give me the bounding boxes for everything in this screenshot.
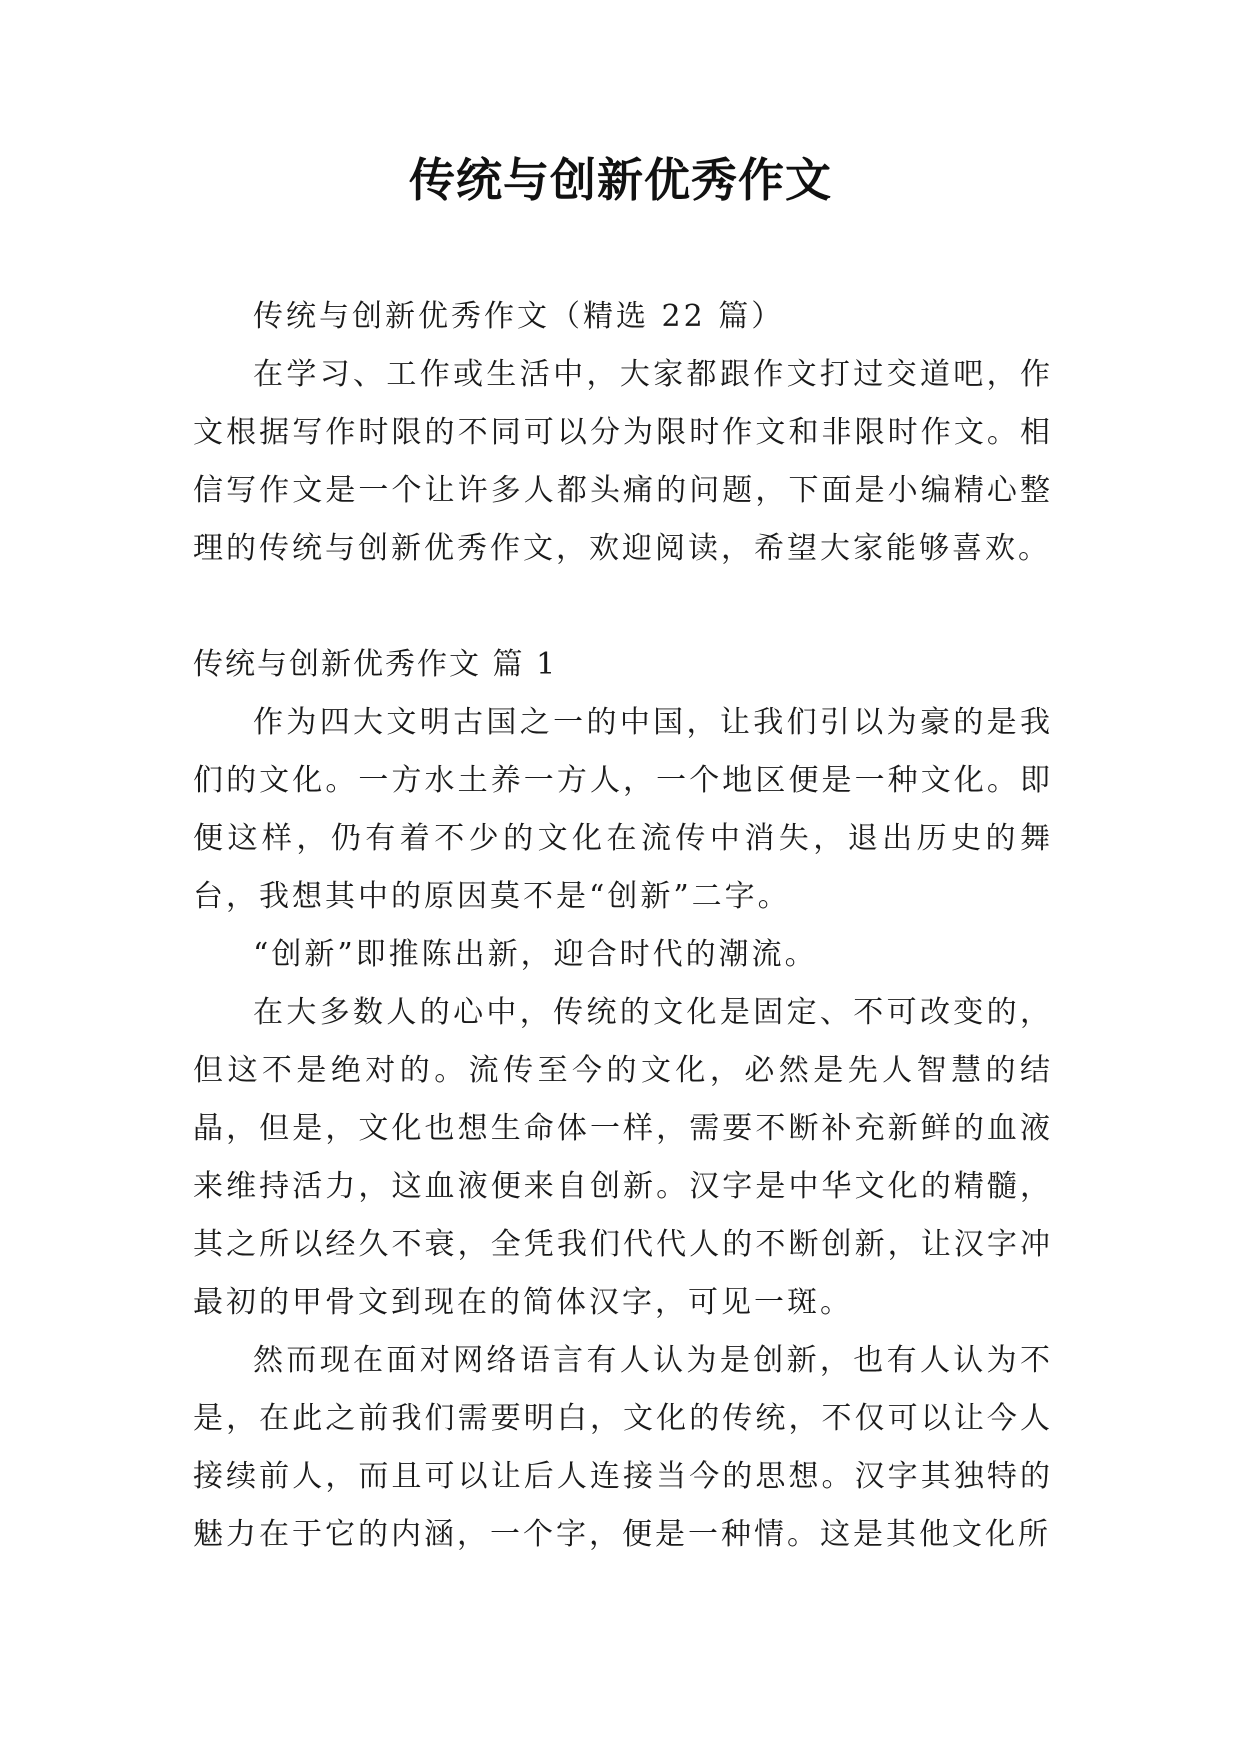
section-heading: 传统与创新优秀作文 篇 1 xyxy=(193,647,558,682)
intro-paragraph: 在学习、工作或生活中，大家都跟作文打过交道吧，作文根据写作时限的不同可以分为限时作文和非限时作文。相信写作文是一个让许多人都头痛的问题，下面是小编精心整理的传统与创新优秀作文，欢迎阅读，希望大家能够喜欢。 xyxy=(193,357,1053,566)
body-paragraph: 作为四大文明古国之一的中国，让我们引以为豪的是我们的文化。一方水土养一方人，一个地区便是一种文化。即便这样，仍有着不少的文化在流传中消失，退出历史的舞台，我想其中的原因莫不是“创新”二字。 xyxy=(193,705,1053,914)
document-title: 传统与创新优秀作文 xyxy=(409,153,832,207)
document-body xyxy=(193,288,1053,1564)
section-spacer xyxy=(193,578,1053,636)
body-paragraph: 在大多数人的心中，传统的文化是固定、不可改变的，但这不是绝对的。流传至今的文化，必然是先人智慧的结晶，但是，文化也想生命体一样，需要不断补充新鲜的血液来维持活力，这血液便来自创新。汉字是中华文化的精髓，其之所以经久不衰，全凭我们代代人的不断创新，让汉字冲最初的甲骨文到现在的简体汉字，可见一斑。 xyxy=(193,995,1053,1320)
body-paragraph: “创新”即推陈出新，迎合时代的潮流。 xyxy=(253,937,818,972)
document-subtitle: 传统与创新优秀作文（精选 22 篇） xyxy=(253,299,785,334)
body-paragraph: 然而现在面对网络语言有人认为是创新，也有人认为不是，在此之前我们需要明白，文化的传统，不仅可以让今人接续前人，而且可以让后人连接当今的思想。汉字其独特的魅力在于它的内涵，一个字，便是一种情。这是其他文化所 xyxy=(193,1343,1053,1552)
